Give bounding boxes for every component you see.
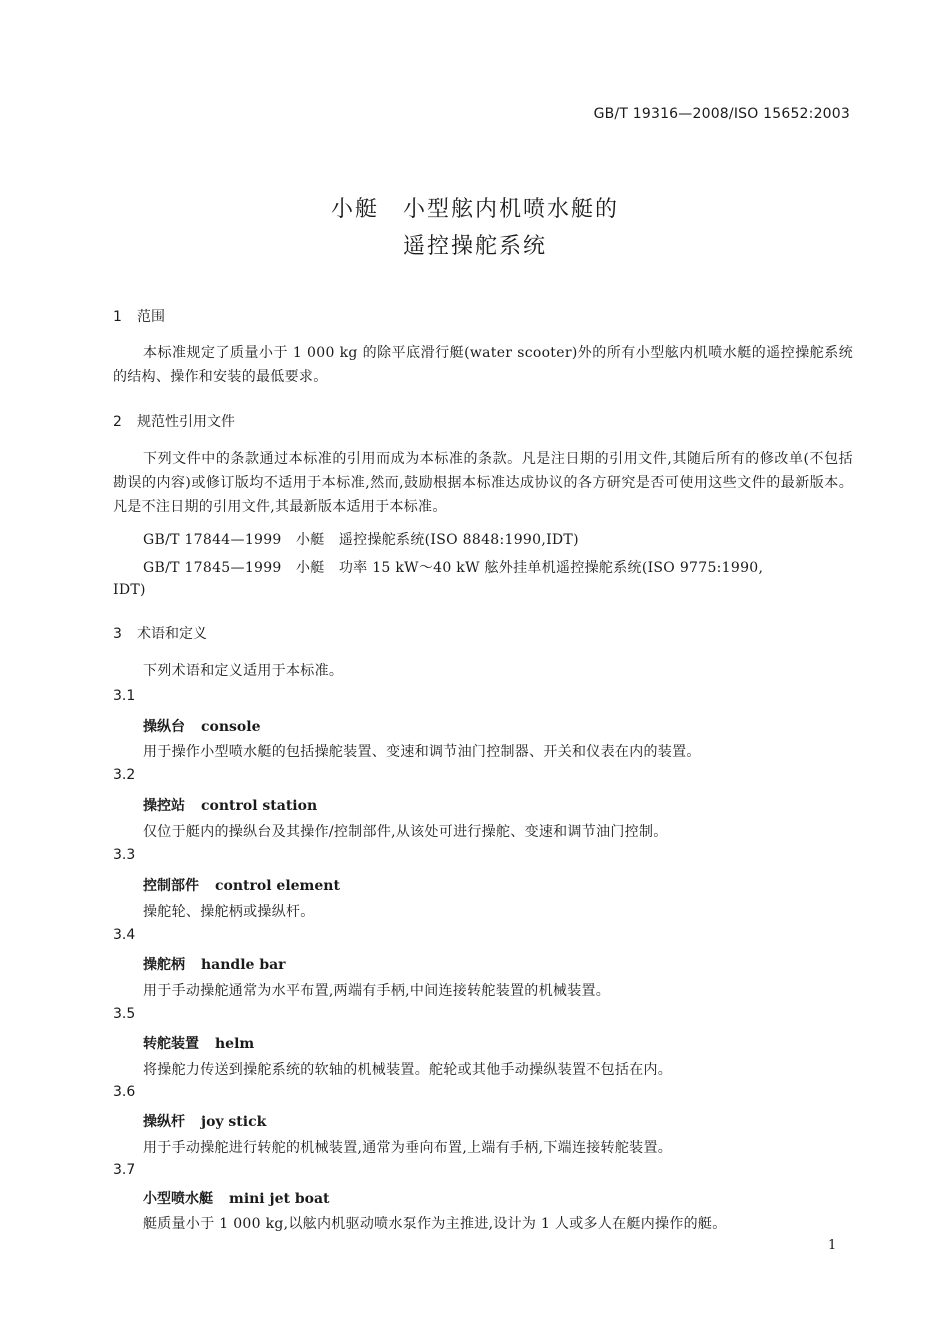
reference-2-continued: IDT) [113, 582, 146, 598]
term-chinese: 操舵柄 [143, 957, 185, 973]
term-number: 3.5 [113, 1006, 136, 1022]
term-english: control element [215, 878, 340, 894]
term-heading [143, 795, 317, 815]
term-number: 3.3 [113, 847, 136, 863]
term-number: 3.1 [113, 688, 136, 704]
term-heading [143, 1188, 329, 1208]
section-3-intro: 下列术语和定义适用于本标准。 [143, 663, 344, 679]
section-title: 规范性引用文件 [137, 414, 235, 430]
document-title-line1: 小艇 小型舷内机喷水艇的 [330, 197, 619, 222]
section-1-heading [113, 306, 165, 326]
term-english: handle bar [201, 957, 286, 973]
term-chinese: 操纵杆 [143, 1114, 185, 1130]
section-3-heading [113, 623, 207, 643]
reference-1: GB/T 17844—1999 小艇 遥控操舵系统(ISO 8848:1990,IDT) [143, 532, 579, 548]
term-chinese: 操纵台 [143, 719, 185, 735]
term-heading [143, 1111, 266, 1131]
term-chinese: 操控站 [143, 798, 185, 814]
section-number: 1 [113, 309, 122, 325]
term-chinese: 转舵装置 [143, 1036, 199, 1052]
term-heading [143, 954, 286, 974]
section-2-paragraph: 下列文件中的条款通过本标准的引用而成为本标准的条款。凡是注日期的引用文件,其随后所有的修改单(不包括勘误的内容)或修订版均不适用于本标准,然而,鼓励根据本标准达成协议的各方研究是否可使用这些文件的最新版本。凡是不注日期的引用文件,其最新版本适用于本标准。 [113, 451, 853, 515]
term-number: 3.2 [113, 767, 136, 783]
document-title-line2: 遥控操舵系统 [402, 234, 547, 259]
section-1-paragraph: 本标准规定了质量小于 1 000 kg 的除平底滑行艇(water scooter)外的所有小型舷内机喷水艇的遥控操舵系统的结构、操作和安装的最低要求。 [113, 345, 853, 385]
term-definition: 操舵轮、操舵柄或操纵杆。 [143, 904, 315, 920]
section-2-heading [113, 411, 235, 431]
page-number: 1 [828, 1238, 837, 1253]
term-heading [143, 1033, 254, 1053]
term-definition: 用于操作小型喷水艇的包括操舵装置、变速和调节油门控制器、开关和仪表在内的装置。 [143, 744, 701, 760]
section-number: 2 [113, 414, 122, 430]
standard-code: GB/T 19316—2008/ISO 15652:2003 [593, 106, 850, 122]
term-chinese: 控制部件 [143, 878, 199, 894]
term-number: 3.6 [113, 1084, 136, 1100]
term-english: joy stick [201, 1114, 267, 1130]
term-heading [143, 716, 261, 736]
section-title: 范围 [137, 309, 165, 325]
term-definition: 艇质量小于 1 000 kg,以舷内机驱动喷水泵作为主推进,设计为 1 人或多人在艇内操作的艇。 [143, 1216, 727, 1232]
term-number: 3.4 [113, 927, 136, 943]
term-english: mini jet boat [229, 1191, 330, 1207]
term-english: helm [215, 1036, 255, 1052]
term-definition: 仅位于艇内的操纵台及其操作/控制部件,从该处可进行操舵、变速和调节油门控制。 [143, 824, 668, 840]
term-number: 3.7 [113, 1162, 136, 1178]
term-chinese: 小型喷水艇 [143, 1191, 213, 1207]
term-english: control station [201, 798, 318, 814]
section-title: 术语和定义 [137, 626, 207, 642]
term-english: console [201, 719, 261, 735]
term-definition: 用于手动操舵通常为水平布置,两端有手柄,中间连接转舵装置的机械装置。 [143, 983, 611, 999]
term-definition: 将操舵力传送到操舵系统的软轴的机械装置。舵轮或其他手动操纵装置不包括在内。 [143, 1062, 673, 1078]
term-definition: 用于手动操舵进行转舵的机械装置,通常为垂向布置,上端有手柄,下端连接转舵装置。 [143, 1140, 673, 1156]
section-number: 3 [113, 626, 122, 642]
term-heading [143, 875, 340, 895]
reference-2: GB/T 17845—1999 小艇 功率 15 kW～40 kW 舷外挂单机遥控操舵系统(ISO 9775:1990, [143, 560, 764, 576]
